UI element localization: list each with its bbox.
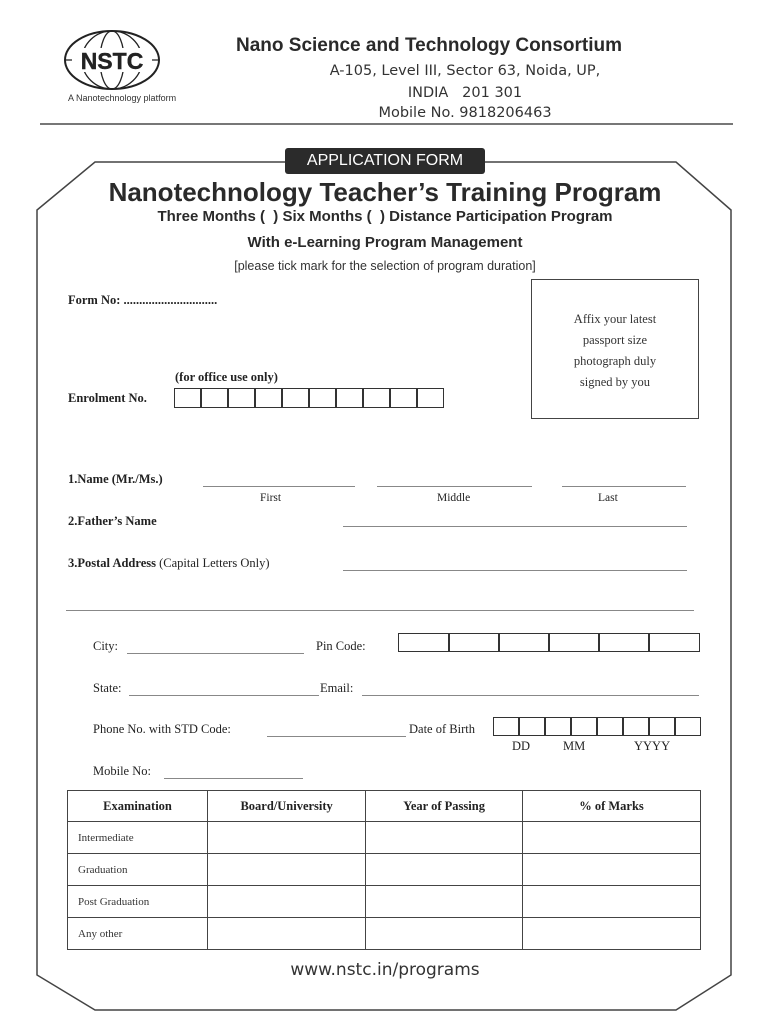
father-name-label: 2.Father’s Name <box>68 514 157 528</box>
logo-tagline: A Nanotechnology platform <box>68 93 177 103</box>
column-header-marks: % of Marks <box>522 791 700 822</box>
dob-year-caption: YYYY <box>634 739 671 753</box>
photo-instruction-1: Affix your latest <box>573 312 657 326</box>
footer-url[interactable]: www.nstc.in/programs <box>290 960 480 980</box>
photo-instruction-2: passport size <box>582 333 648 347</box>
education-table <box>67 790 701 950</box>
org-name: Nano Science and Technology Consortium <box>236 35 623 56</box>
enrolment-digit-box[interactable] <box>174 388 201 408</box>
pin-digit-box[interactable] <box>499 633 549 652</box>
table-row <box>68 854 701 886</box>
board-cell[interactable] <box>208 886 366 918</box>
father-name-field[interactable] <box>343 526 687 527</box>
pin-code-label: Pin Code: <box>316 639 366 653</box>
phone-label: Phone No. with STD Code: <box>93 722 231 736</box>
postal-address-field-2[interactable] <box>66 610 694 611</box>
address-line-2: INDIA 201 301 <box>407 85 523 101</box>
pin-digit-box[interactable] <box>649 633 700 652</box>
postal-address-field-1[interactable] <box>343 570 687 571</box>
table-row <box>68 918 701 950</box>
application-form-badge: APPLICATION FORM <box>285 148 485 174</box>
column-header-examination: Examination <box>68 791 208 822</box>
form-no-label: Form No: .............................. <box>68 293 218 307</box>
year-cell[interactable] <box>366 822 523 854</box>
dob-digit-box[interactable] <box>675 717 701 736</box>
duration-options[interactable]: Three Months ( ) Six Months ( ) Distance Participation Program <box>157 208 613 225</box>
year-cell[interactable] <box>366 918 523 950</box>
marks-cell[interactable] <box>522 886 700 918</box>
photo-instruction-4: signed by you <box>579 375 651 389</box>
photo-box[interactable] <box>531 279 699 419</box>
postal-address-title: 3.Postal Address <box>68 556 156 570</box>
enrolment-digit-box[interactable] <box>255 388 282 408</box>
dob-digit-box[interactable] <box>493 717 519 736</box>
enrolment-digit-box[interactable] <box>228 388 255 408</box>
logo-text: NSTC <box>80 48 144 74</box>
dob-digit-box[interactable] <box>597 717 623 736</box>
office-use-note: (for office use only) <box>175 370 278 384</box>
dob-boxes[interactable] <box>493 717 701 736</box>
pin-digit-box[interactable] <box>398 633 449 652</box>
table-row <box>68 886 701 918</box>
enrolment-digit-box[interactable] <box>390 388 417 408</box>
dob-month-caption: MM <box>563 739 586 753</box>
marks-cell[interactable] <box>522 918 700 950</box>
enrolment-number-boxes[interactable] <box>174 388 444 408</box>
middle-name-field[interactable] <box>377 486 532 487</box>
dob-digit-box[interactable] <box>623 717 649 736</box>
table-row <box>68 822 701 854</box>
column-header-year: Year of Passing <box>366 791 523 822</box>
board-cell[interactable] <box>208 822 366 854</box>
postal-address-label <box>68 556 270 571</box>
enrolment-digit-box[interactable] <box>309 388 336 408</box>
address-line-1: A-105, Level III, Sector 63, Noida, UP, <box>329 63 601 79</box>
state-label: State: <box>93 681 122 695</box>
first-name-field[interactable] <box>203 486 355 487</box>
dob-day-caption: DD <box>512 739 531 753</box>
last-name-field[interactable] <box>562 486 686 487</box>
postal-address-note: (Capital Letters Only) <box>155 556 270 570</box>
name-label: 1.Name (Mr./Ms.) <box>68 472 163 486</box>
middle-name-caption: Middle <box>437 492 471 504</box>
board-cell[interactable] <box>208 854 366 886</box>
enrolment-label: Enrolment No. <box>68 391 147 405</box>
state-field[interactable] <box>129 695 319 696</box>
last-name-caption: Last <box>598 492 618 504</box>
mobile-label: Mobile No: <box>93 764 151 778</box>
board-cell[interactable] <box>208 918 366 950</box>
dob-digit-box[interactable] <box>571 717 597 736</box>
city-label: City: <box>93 639 119 653</box>
year-cell[interactable] <box>366 854 523 886</box>
table-header-row <box>68 791 701 822</box>
form-subtitle: With e-Learning Program Management <box>247 234 523 251</box>
phone-field[interactable] <box>267 736 406 737</box>
pin-code-boxes[interactable] <box>398 633 700 652</box>
form-title: Nanotechnology Teacher’s Training Program <box>108 177 662 207</box>
photo-instruction-3: photograph duly <box>573 354 657 368</box>
exam-name-cell: Intermediate <box>68 822 208 854</box>
pin-digit-box[interactable] <box>549 633 599 652</box>
mobile-field[interactable] <box>164 778 303 779</box>
email-label: Email: <box>320 681 354 695</box>
year-cell[interactable] <box>366 886 523 918</box>
pin-digit-box[interactable] <box>599 633 649 652</box>
dob-digit-box[interactable] <box>545 717 571 736</box>
enrolment-digit-box[interactable] <box>282 388 309 408</box>
enrolment-digit-box[interactable] <box>363 388 390 408</box>
dob-digit-box[interactable] <box>649 717 675 736</box>
enrolment-digit-box[interactable] <box>201 388 228 408</box>
tick-instruction: [please tick mark for the selection of program duration] <box>234 259 536 273</box>
dob-label: Date of Birth <box>409 722 475 736</box>
dob-digit-box[interactable] <box>519 717 545 736</box>
enrolment-digit-box[interactable] <box>336 388 363 408</box>
marks-cell[interactable] <box>522 854 700 886</box>
city-field[interactable] <box>127 653 304 654</box>
exam-name-cell: Post Graduation <box>68 886 208 918</box>
exam-name-cell: Any other <box>68 918 208 950</box>
column-header-board: Board/University <box>208 791 366 822</box>
header-divider <box>40 123 733 125</box>
email-field[interactable] <box>362 695 699 696</box>
exam-name-cell: Graduation <box>68 854 208 886</box>
pin-digit-box[interactable] <box>449 633 499 652</box>
marks-cell[interactable] <box>522 822 700 854</box>
enrolment-digit-box[interactable] <box>417 388 444 408</box>
first-name-caption: First <box>260 492 282 504</box>
mobile-number: Mobile No. 9818206463 <box>378 105 552 121</box>
nstc-logo <box>62 28 162 92</box>
